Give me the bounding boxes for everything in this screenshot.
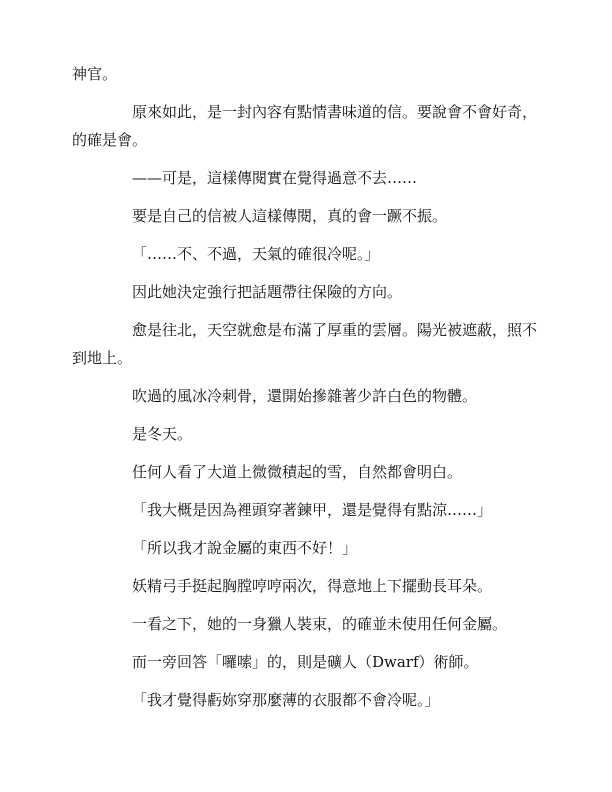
paragraph: 「所以我才說金屬的東西不好！」 bbox=[132, 539, 358, 557]
paragraph: 「我大概是因為裡頭穿著鍊甲，還是覺得有點涼……」 bbox=[132, 501, 493, 519]
paragraph: 任何人看了大道上微微積起的雪，自然都會明白。 bbox=[132, 463, 463, 481]
paragraph: 因此她決定強行把話題帶往保險的方向。 bbox=[132, 283, 403, 301]
paragraph: 愈是往北，天空就愈是布滿了厚重的雲層。陽光被遮蔽，照不到地上。 bbox=[72, 321, 538, 367]
paragraph: 妖精弓手挺起胸膛哼哼兩次，得意地上下擺動長耳朵。 bbox=[132, 577, 493, 595]
paragraph: 而一旁回答「囉嗦」的，則是礦人（Dwarf）術師。 bbox=[132, 653, 479, 671]
body-text bbox=[72, 60, 544, 714]
paragraph: 「我才覺得虧妳穿那麼薄的衣服都不會冷呢。」 bbox=[132, 691, 440, 709]
paragraph: 「……不、不過，天氣的確很冷呢。」 bbox=[132, 245, 380, 263]
paragraph: 吹過的風冰冷刺骨，還開始摻雜著少許白色的物體。 bbox=[132, 387, 478, 405]
paragraph: 是冬天。 bbox=[132, 425, 193, 443]
paragraph: 要是自己的信被人這樣傳閱，真的會一蹶不振。 bbox=[132, 207, 448, 225]
paragraph: 神官。 bbox=[72, 65, 118, 83]
paragraph: ——可是，這樣傳閱實在覺得過意不去…… bbox=[132, 169, 418, 187]
paragraph: 原來如此，是一封內容有點情書味道的信。要說會不會好奇，的確是會。 bbox=[72, 103, 538, 149]
paragraph: 一看之下，她的一身獵人裝束，的確並未使用任何金屬。 bbox=[132, 615, 508, 633]
